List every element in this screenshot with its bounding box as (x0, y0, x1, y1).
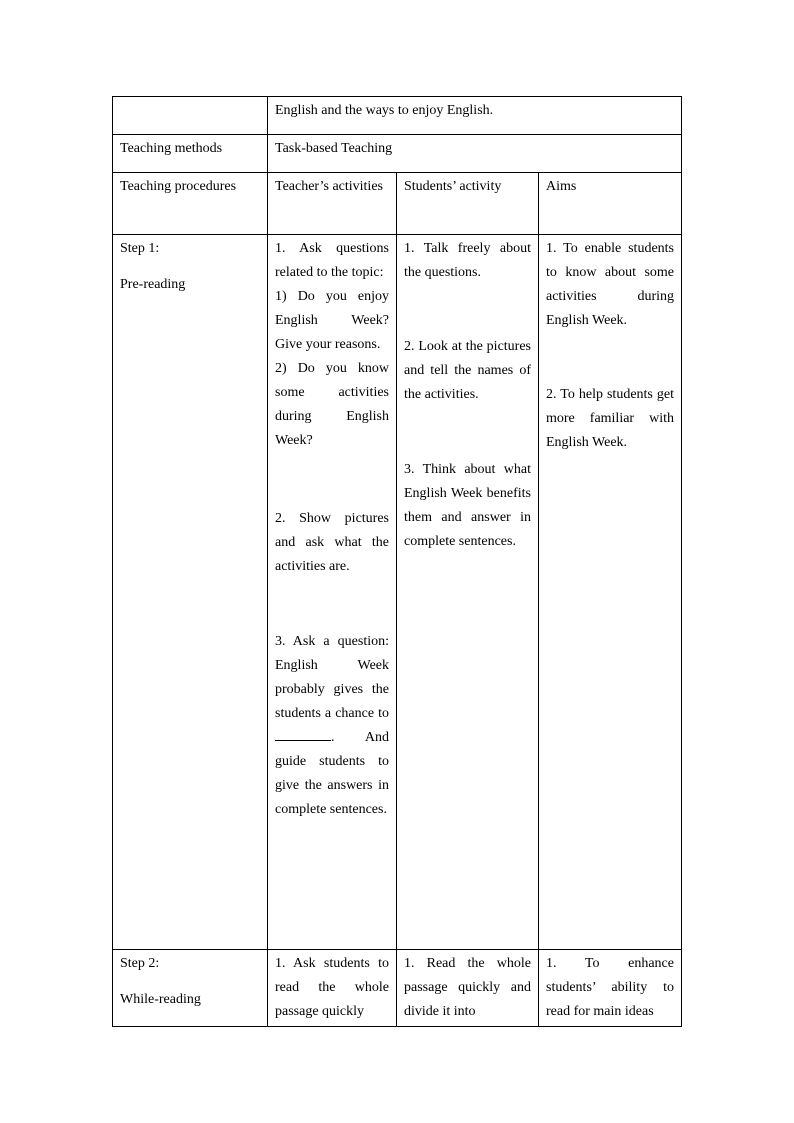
table-row-methods (113, 135, 682, 173)
step1-title: Step 1: (120, 241, 160, 256)
table-row-step2 (113, 950, 682, 1027)
teacher-activity-3 (275, 630, 389, 822)
step-cell (113, 235, 268, 950)
value-cell (268, 135, 682, 173)
teacher-cell (268, 950, 397, 1027)
aims-cell (539, 950, 682, 1027)
step2-subtitle: While-reading (120, 992, 201, 1007)
table-row-continuation (113, 97, 682, 135)
step-cell (113, 950, 268, 1027)
students-cell (397, 950, 539, 1027)
answer-blank (275, 726, 331, 741)
header-aims: Aims (546, 179, 577, 194)
teacher-activity-1a: 1) Do you enjoy English Week? Give your reasons. (275, 289, 389, 352)
empty-label-cell (113, 97, 268, 135)
table-row-header (113, 173, 682, 235)
teacher-activity-3-end: . And guide students to give the answers in complete sentences. (275, 730, 389, 817)
step1-subtitle: Pre-reading (120, 277, 186, 292)
student-activity-2: 2. Look at the pictures and tell the names of the activities. (404, 339, 531, 402)
student-activity-1: 1. Talk freely about the questions. (404, 241, 531, 280)
table-row-step1 (113, 235, 682, 950)
header-teacher-activities: Teacher’s activities (275, 179, 383, 194)
aim-2: 2. To help students get more familiar with English Week. (546, 387, 674, 450)
aim-1: 1. To enable students to know about some activities during English Week. (546, 241, 674, 328)
step2-aim: 1. To enhance students’ ability to read for main ideas (546, 956, 674, 1019)
students-cell (397, 235, 539, 950)
teacher-activity-3-start: 3. Ask a question: English Week probably gives the students a chance to (275, 634, 389, 721)
teacher-activity-1: 1. Ask questions related to the topic: (275, 241, 389, 280)
teaching-methods-value: Task-based Teaching (275, 141, 393, 156)
aims-cell (539, 235, 682, 950)
lesson-plan-table (112, 96, 682, 1027)
label-cell (113, 135, 268, 173)
step2-title: Step 2: (120, 956, 160, 971)
teaching-methods-label: Teaching methods (120, 141, 223, 156)
header-cell (397, 173, 539, 235)
header-cell (113, 173, 268, 235)
teacher-cell (268, 235, 397, 950)
step2-student-activity: 1. Read the whole passage quickly and divide it into (404, 956, 531, 1019)
teacher-activity-1b: 2) Do you know some activities during English Week? (275, 361, 389, 448)
step2-teacher-activity: 1. Ask students to read the whole passage quickly (275, 956, 389, 1019)
continuation-text: English and the ways to enjoy English. (275, 103, 494, 118)
teacher-activity-2: 2. Show pictures and ask what the activities are. (275, 511, 389, 574)
header-cell (539, 173, 682, 235)
content-cell (268, 97, 682, 135)
header-cell (268, 173, 397, 235)
header-students-activity: Students’ activity (404, 179, 502, 194)
student-activity-3: 3. Think about what English Week benefits them and answer in complete sentences. (404, 462, 531, 549)
header-procedures: Teaching procedures (120, 179, 237, 194)
